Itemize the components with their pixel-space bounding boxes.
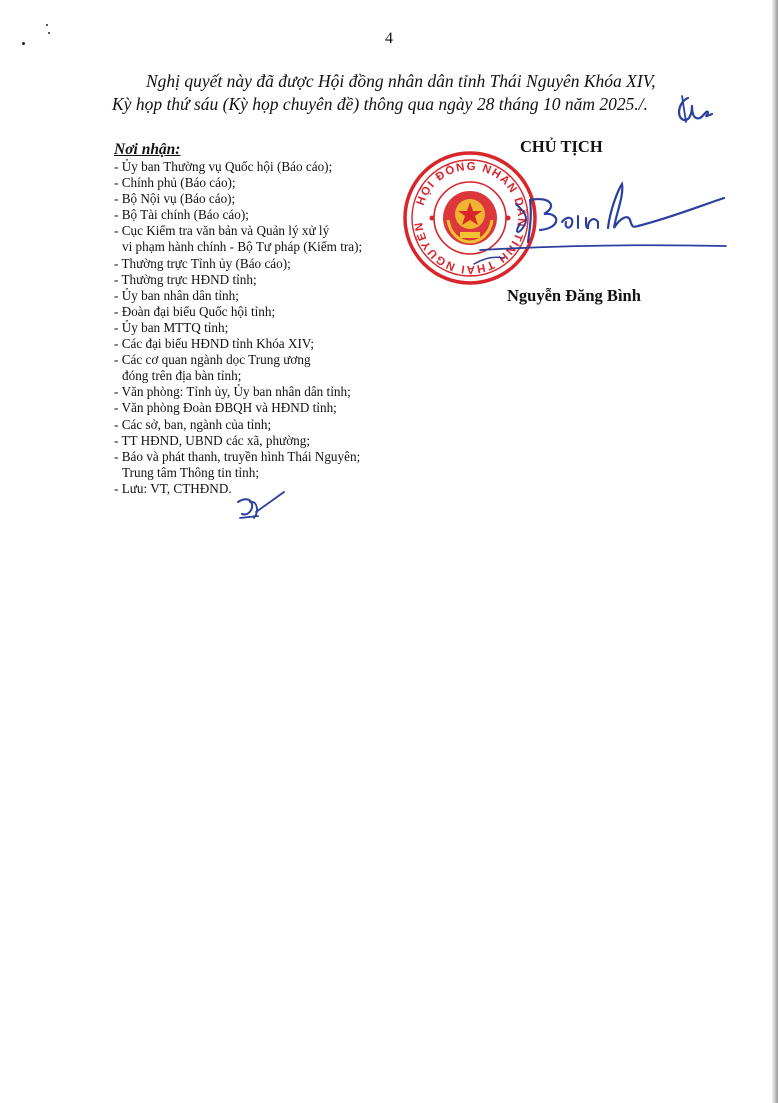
recipients-section <box>114 141 414 497</box>
signer-position: CHỦ TỊCH <box>520 137 603 156</box>
recipient-item: - Bộ Tài chính (Báo cáo); <box>114 207 249 223</box>
recipient-item: - Thường trực HĐND tỉnh; <box>114 271 257 287</box>
svg-text:HỘI ĐỒNG NHÂN DÂN TỈNH THÁI NG: HỘI ĐỒNG NHÂN DÂN TỈNH THÁI NGUYÊN <box>412 160 528 276</box>
recipient-item: - Cục Kiểm tra văn bản và Quản lý xử lý vi phạm hành chính - Bộ Tư pháp (Kiểm tra); <box>114 223 363 255</box>
recipient-item: - Thường trực Tỉnh ủy (Báo cáo); <box>114 255 291 271</box>
recipient-list <box>114 159 414 497</box>
signer-name: Nguyễn Đăng Bình <box>507 286 641 305</box>
closing-line-1: Nghị quyết này đã được Hội đồng nhân dân tỉnh Thái Nguyên Khóa XIV, <box>146 71 656 91</box>
scan-speck <box>46 24 48 26</box>
closing-line-2: Kỳ họp thứ sáu (Kỳ họp chuyên đề) thông qua ngày 28 tháng 10 năm 2025./. <box>112 94 648 114</box>
page-number: 4 <box>385 30 393 47</box>
recipient-item: - Đoàn đại biểu Quốc hội tỉnh; <box>114 303 276 319</box>
recipient-item: - Ủy ban MTTQ tỉnh; <box>114 319 229 335</box>
recipient-item: - Bộ Nội vụ (Báo cáo); <box>114 191 236 207</box>
recipients-title: Nơi nhận: <box>114 141 181 158</box>
recipient-item: - Ủy ban Thường vụ Quốc hội (Báo cáo); <box>114 159 333 174</box>
handwritten-signature <box>470 170 730 280</box>
recipient-item: - Các sở, ban, ngành của tỉnh; <box>114 416 272 432</box>
closing-statement <box>112 70 722 116</box>
page-scan-edge <box>772 0 778 1103</box>
recipient-item: - Văn phòng Đoàn ĐBQH và HĐND tỉnh; <box>114 400 337 416</box>
recipient-item: - Các đại biểu HĐND tỉnh Khóa XIV; <box>114 336 315 352</box>
recipient-item: - Lưu: VT, CTHĐND. <box>114 480 232 496</box>
recipient-item: - Chính phủ (Báo cáo); <box>114 175 236 191</box>
recipient-item: - Các cơ quan ngành dọc Trung ương đóng trên địa bàn tỉnh; <box>114 352 311 384</box>
recipient-item: - Báo và phát thanh, truyền hình Thái Nguyên; Trung tâm Thông tin tỉnh; <box>114 448 361 480</box>
handwritten-initial-mark <box>672 92 714 126</box>
recipient-item: - Ủy ban nhân dân tỉnh; <box>114 287 239 303</box>
handwritten-initial-mark <box>236 488 286 522</box>
recipient-item: - Văn phòng: Tỉnh ủy, Ủy ban nhân dân tỉnh; <box>114 384 351 400</box>
recipient-item: - TT HĐND, UBND các xã, phường; <box>114 432 311 448</box>
